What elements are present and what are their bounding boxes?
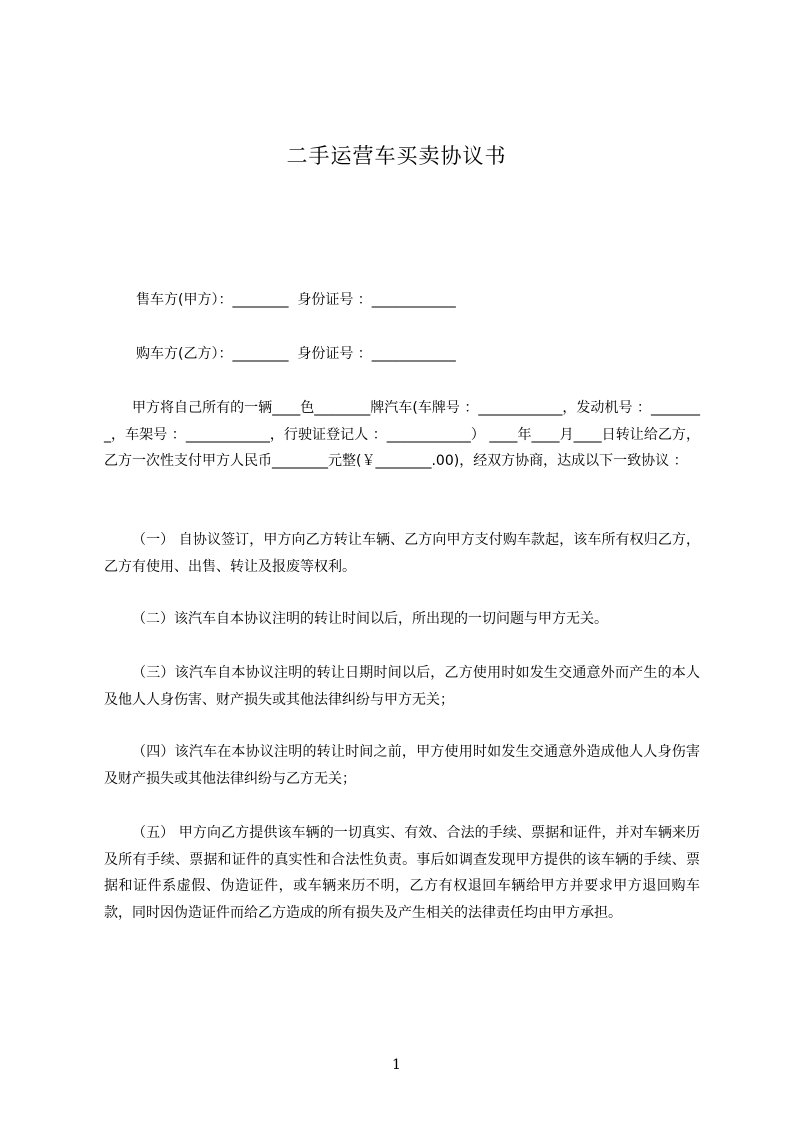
seller-line: 售车方(甲方）：________ 身份证号 ：____________ [136, 292, 456, 308]
intro-paragraph: 甲方将自己所有的一辆____色________牌汽车(车牌号 ：____________，发动机号 ：________，车架号 ：____________，行驶证登记人 ：____________） ____年____月____日转让给乙方，乙方一次性支付甲方人民币________元整(￥________.00)，经双方协商，达成以下一致协议 ： [104, 400, 700, 469]
buyer-line: 购车方(乙方）：________ 身份证号 ：____________ [136, 346, 456, 362]
clause-2: （二）该汽车自本协议注明的转让时间以后，所出现的一切问题与甲方无关。 [132, 611, 608, 627]
document-title: 二手运营车买卖协议书 [286, 144, 507, 168]
clause-1: （一） 自协议签订，甲方向乙方转让车辆、乙方向甲方支付购车款起，该车所有权归乙方，乙方有使用、出售、转让及报废等权利。 [104, 532, 700, 575]
clause-5: （五） 甲方向乙方提供该车辆的一切真实、有效、合法的手续、票据和证件，并对车辆来历及所有手续、票据和证件的真实性和合法性负责。事后如调查发现甲方提供的该车辆的手续、票据和证件系虚假、伪造证件，或车辆来历不明，乙方有权退回车辆给甲方并要求甲方退回购车款，同时因伪造证件而给乙方造成的所有损失及产生相关的法律责任均由甲方承担。 [104, 825, 700, 921]
clause-3: （三）该汽车自本协议注明的转让日期时间以后，乙方使用时如发生交通意外而产生的本人及他人人身伤害、财产损失或其他法律纠纷与甲方无关； [104, 665, 700, 708]
page-number: 1 [392, 1057, 401, 1073]
clause-4: （四）该汽车在本协议注明的转让时间之前，甲方使用时如发生交通意外造成他人人身伤害及财产损失或其他法律纠纷与乙方无关； [104, 744, 700, 787]
